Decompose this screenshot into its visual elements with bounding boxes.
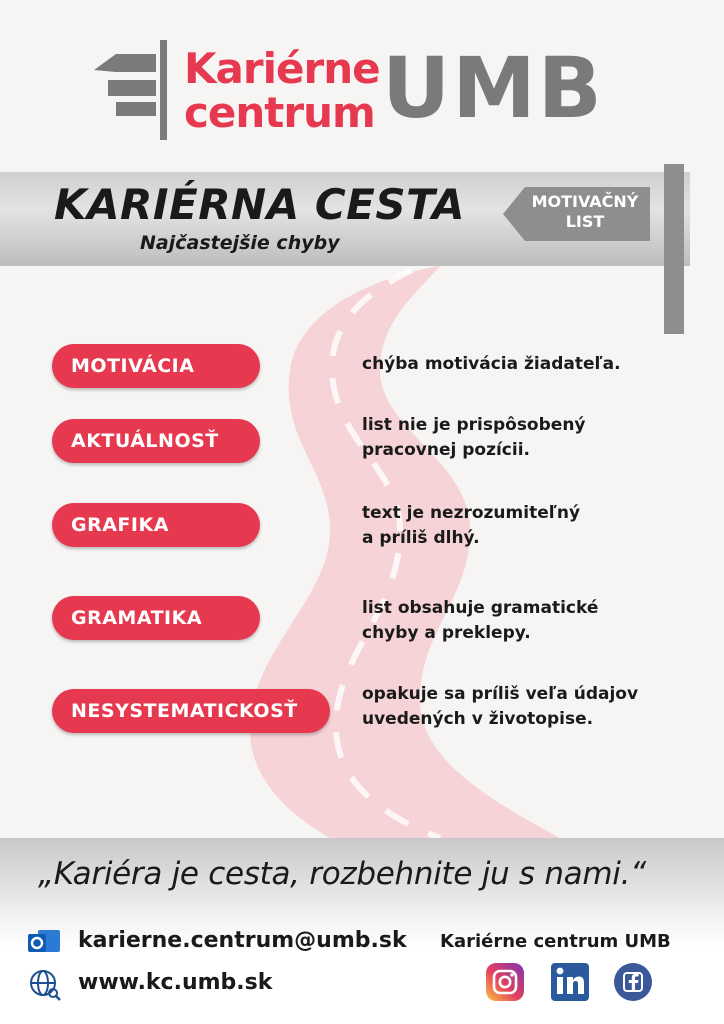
item-desc-line1: list nie je prispôsobený [362, 415, 586, 435]
item-desc-line1: list obsahuje gramatické [362, 598, 599, 618]
logo-arrow-icon [94, 40, 174, 140]
item-label-aktualnost: AKTUÁLNOSŤ [52, 419, 260, 463]
item-label-grafika: GRAFIKA [52, 503, 260, 547]
outlook-mail-icon [28, 927, 62, 957]
web-globe-icon [28, 968, 62, 1002]
item-desc-motivacia [362, 352, 692, 377]
logo-umb: UMB [382, 39, 604, 137]
item-label-motivacia: MOTIVÁCIA [52, 344, 260, 388]
item-desc-line2: a príliš dlhý. [362, 528, 480, 548]
item-desc-line2: uvedených v životopise. [362, 709, 594, 729]
website-link[interactable]: www.kc.umb.sk [78, 970, 273, 995]
item-label-gramatika: GRAMATIKA [52, 596, 260, 640]
item-label-nesystematickost: NESYSTEMATICKOSŤ [52, 689, 330, 733]
linkedin-icon[interactable] [550, 962, 590, 1002]
organization-name: Kariérne centrum UMB [440, 931, 671, 952]
slogan-quote: „Kariéra je cesta, rozbehnite ju s nami.“ [38, 856, 646, 892]
item-desc-line1: text je nezrozumiteľný [362, 503, 581, 523]
instagram-icon[interactable] [485, 962, 525, 1002]
signpost-pole [664, 164, 684, 334]
page-subtitle: Najčastejšie chyby [140, 232, 340, 254]
facebook-icon[interactable] [613, 962, 653, 1002]
signpost-line1: MOTIVAČNÝ [531, 192, 639, 211]
item-desc-grafika [362, 501, 692, 551]
signpost-label [520, 192, 650, 232]
email-link[interactable]: karierne.centrum@umb.sk [78, 928, 407, 953]
item-desc-gramatika [362, 596, 692, 646]
page-title: KARIÉRNA CESTA [54, 180, 465, 229]
item-desc-line1: chýba motivácia žiadateľa. [362, 354, 621, 374]
signpost-line2: LIST [565, 212, 605, 231]
item-desc-line2: pracovnej pozícii. [362, 440, 530, 460]
logo-text-line2: centrum [184, 88, 375, 137]
item-desc-aktualnost [362, 413, 692, 463]
item-desc-line1: opakuje sa príliš veľa údajov [362, 684, 639, 704]
item-desc-nesystematickost [362, 682, 692, 732]
item-desc-line2: chyby a preklepy. [362, 623, 531, 643]
logo-text-line1: Kariérne [184, 44, 380, 93]
